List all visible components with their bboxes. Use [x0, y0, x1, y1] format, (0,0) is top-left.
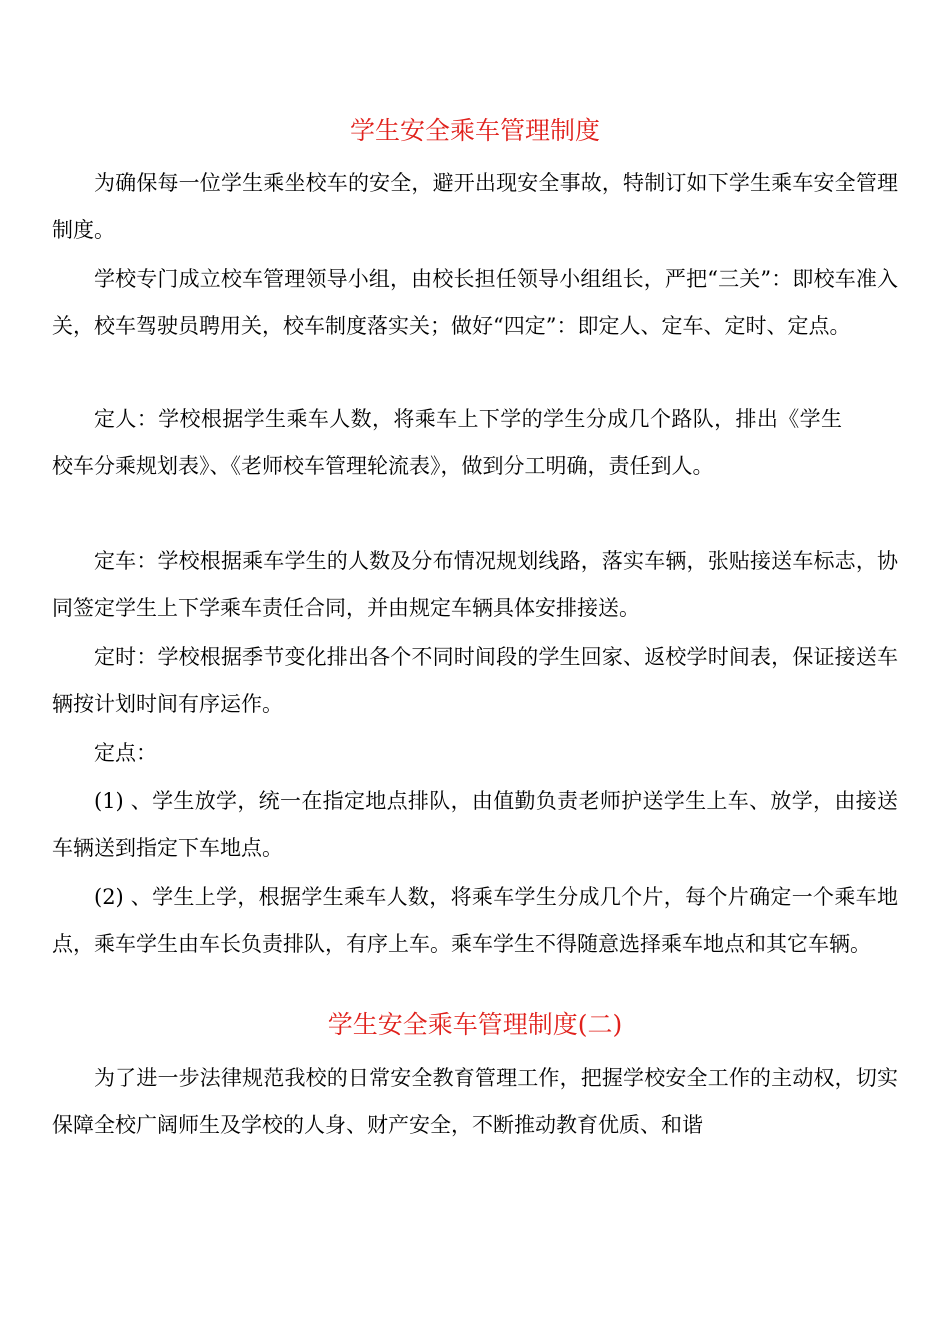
document-title-2: 学生安全乘车管理制度(二) — [327, 1010, 623, 1039]
paragraph-fixed-people: 定人：学校根据学生乘车人数，将乘车上下学的学生分成几个路队，排出《学生校车分乘规划表》、《老师校车管理轮流表》，做到分工明确，责任到人。 — [52, 407, 842, 478]
document-title: 学生安全乘车管理制度 — [349, 116, 600, 145]
paragraph-intro: 为确保每一位学生乘坐校车的安全，避开出现安全事故，特制订如下学生乘车安全管理制度。 — [52, 171, 898, 242]
paragraph-fixed-place-heading: 定点： — [94, 741, 157, 765]
paragraph-fixed-time: 定时：学校根据季节变化排出各个不同时间段的学生回家、返校学时间表，保证接送车辆按计划时间有序运作。 — [52, 645, 898, 716]
paragraph-management-group: 学校专门成立校车管理领导小组，由校长担任领导小组组长，严把“三关”：即校车准入关，校车驾驶员聘用关，校车制度落实关；做好“四定”：即定人、定车、定时、定点。 — [52, 267, 898, 338]
paragraph-fixed-vehicle: 定车：学校根据乘车学生的人数及分布情况规划线路，落实车辆，张贴接送车标志，协同签定学生上下学乘车责任合同，并由规定车辆具体安排接送。 — [52, 549, 898, 620]
paragraph-second-intro: 为了进一步法律规范我校的日常安全教育管理工作，把握学校安全工作的主动权，切实保障全校广阔师生及学校的人身、财产安全，不断推动教育优质、和谐 — [52, 1066, 898, 1137]
paragraph-fixed-place-item-2: (2) 、学生上学，根据学生乘车人数，将乘车学生分成几个片，每个片确定一个乘车地点，乘车学生由车长负责排队，有序上车。乘车学生不得随意选择乘车地点和其它车辆。 — [52, 885, 898, 956]
paragraph-fixed-place-item-1: (1) 、学生放学，统一在指定地点排队，由值勤负责老师护送学生上车、放学，由接送车辆送到指定下车地点。 — [52, 789, 898, 860]
